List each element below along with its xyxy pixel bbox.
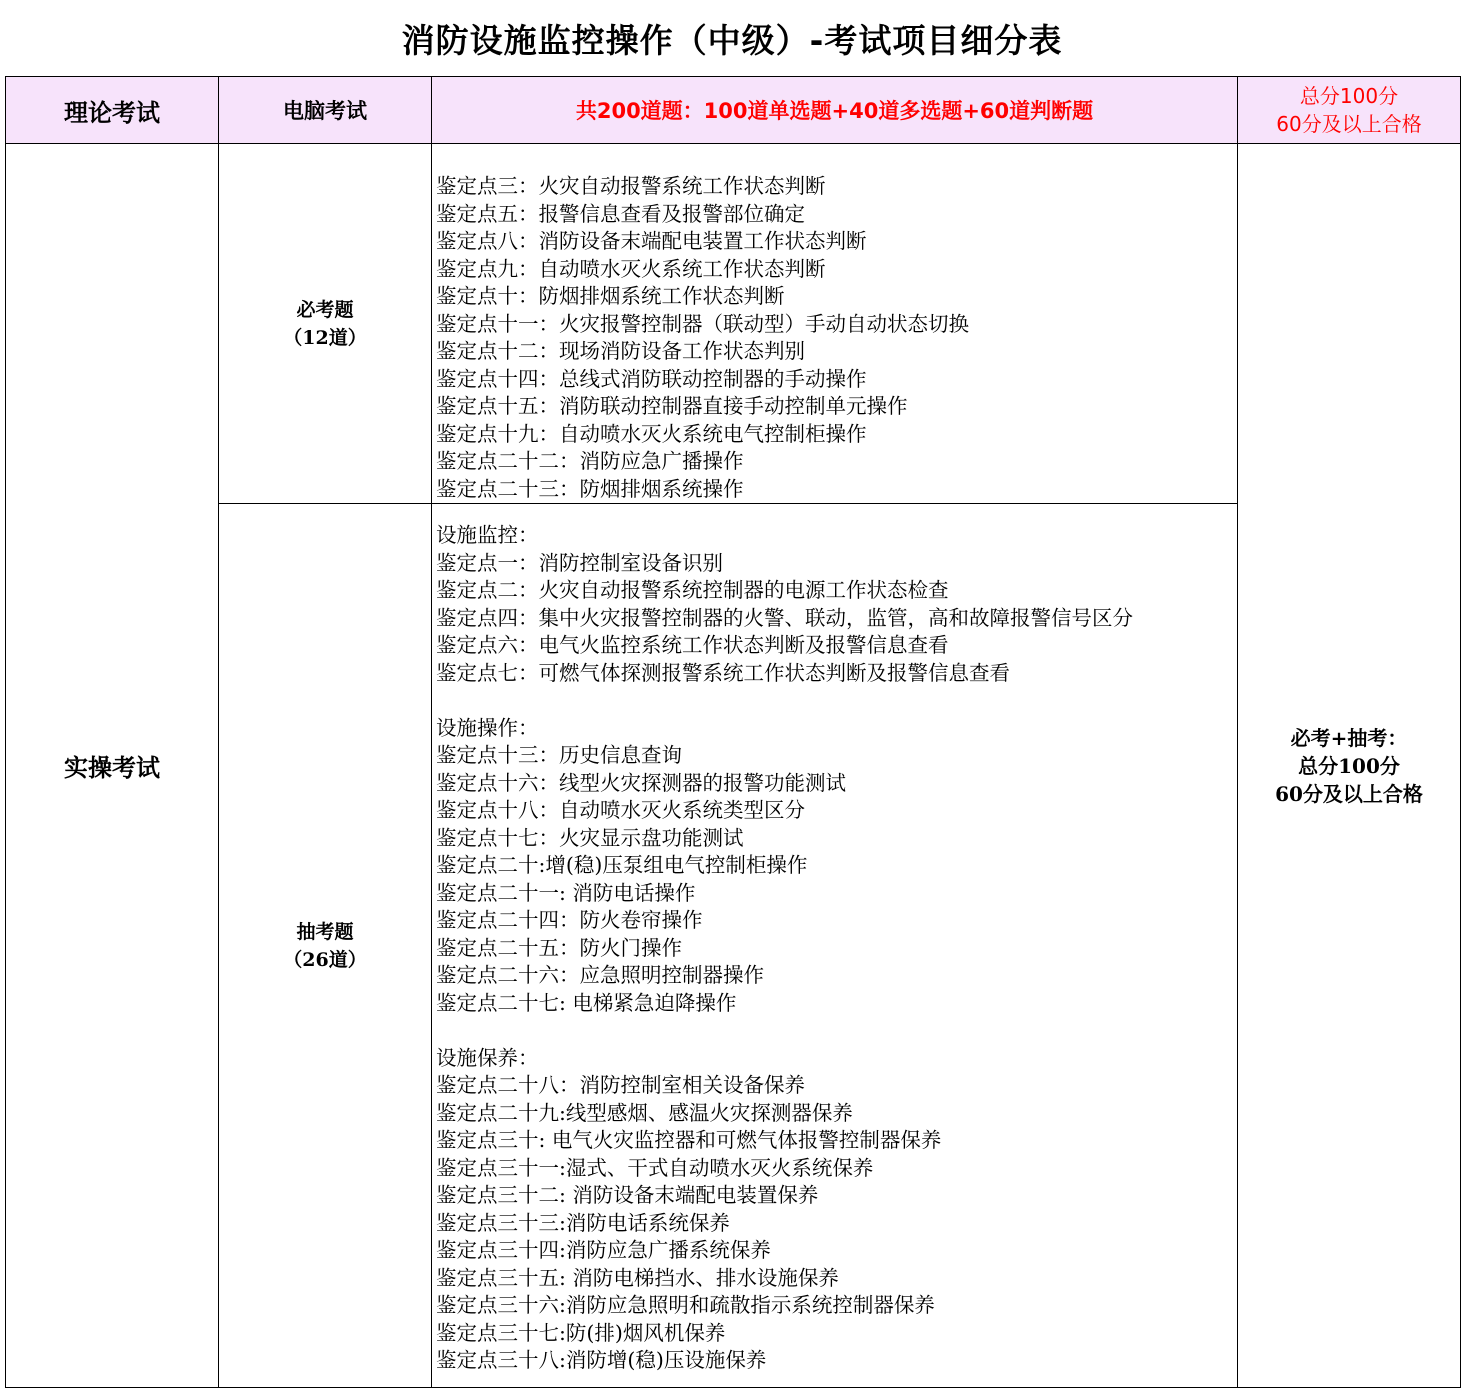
maintenance-item: 鉴定点二十八：消防控制室相关设备保养 bbox=[436, 1073, 805, 1097]
maintenance-item: 鉴定点三十七:防(排)烟风机保养 bbox=[436, 1320, 726, 1345]
monitoring-heading: 设施监控： bbox=[436, 523, 539, 547]
maintenance-item: 鉴定点三十三:消防电话系统保养 bbox=[436, 1210, 730, 1235]
operation-item: 鉴定点十八：自动喷水灭火系统类型区分 bbox=[436, 798, 805, 822]
required-item: 鉴定点二十三：防烟排烟系统操作 bbox=[436, 476, 744, 501]
theory-pass-score: 60分及以上合格 bbox=[1276, 112, 1422, 136]
practical-score-cell bbox=[1238, 144, 1461, 1388]
operation-item: 鉴定点十六：线型火灾探测器的报警功能测试 bbox=[436, 770, 846, 795]
practical-score-rule: 必考+抽考： bbox=[1290, 725, 1408, 750]
required-items-list bbox=[432, 144, 1238, 504]
random-items-list bbox=[432, 504, 1238, 1388]
theory-row bbox=[6, 77, 1461, 144]
operation-heading: 设施操作： bbox=[436, 715, 539, 740]
required-item: 鉴定点十五：消防联动控制器直接手动控制单元操作 bbox=[436, 394, 908, 418]
operation-item: 鉴定点二十四：防火卷帘操作 bbox=[436, 908, 703, 932]
required-item: 鉴定点十：防烟排烟系统工作状态判断 bbox=[436, 284, 785, 308]
random-count: （26道） bbox=[283, 948, 367, 971]
maintenance-item: 鉴定点三十: 电气火灾监控器和可燃气体报警控制器保养 bbox=[436, 1128, 942, 1152]
question-summary: 共200道题：100道单选题+40道多选题+60道判断题 bbox=[432, 77, 1238, 144]
theory-total-score: 总分100分 bbox=[1299, 84, 1399, 108]
required-item: 鉴定点十九：自动喷水灭火系统电气控制柜操作 bbox=[436, 421, 867, 446]
required-item: 鉴定点二十二：消防应急广播操作 bbox=[436, 449, 744, 473]
monitoring-item: 鉴定点七：可燃气体探测报警系统工作状态判断及报警信息查看 bbox=[436, 660, 1010, 685]
operation-item: 鉴定点十七：火灾显示盘功能测试 bbox=[436, 825, 744, 850]
page-title: 消防设施监控操作（中级）-考试项目细分表 bbox=[401, 20, 1063, 60]
required-item: 鉴定点八：消防设备末端配电装置工作状态判断 bbox=[436, 229, 867, 253]
theory-exam-label: 理论考试 bbox=[6, 77, 219, 144]
maintenance-heading: 设施保养： bbox=[436, 1045, 539, 1070]
monitoring-item: 鉴定点四：集中火灾报警控制器的火警、联动，监管，高和故障报警信号区分 bbox=[436, 605, 1133, 630]
operation-item: 鉴定点二十:增(稳)压泵组电气控制柜操作 bbox=[436, 853, 808, 877]
operation-item: 鉴定点二十六：应急照明控制器操作 bbox=[436, 963, 764, 987]
operation-item: 鉴定点二十七: 电梯紧急迫降操作 bbox=[436, 990, 737, 1015]
required-count: （12道） bbox=[283, 326, 367, 349]
monitoring-item: 鉴定点六：电气火监控系统工作状态判断及报警信息查看 bbox=[436, 633, 949, 657]
required-item: 鉴定点九：自动喷水灭火系统工作状态判断 bbox=[436, 256, 826, 281]
required-item: 鉴定点十四：总线式消防联动控制器的手动操作 bbox=[436, 366, 867, 391]
required-title: 必考题 bbox=[296, 298, 354, 321]
monitoring-item: 鉴定点一：消防控制室设备识别 bbox=[436, 550, 723, 575]
operation-item: 鉴定点十三：历史信息查询 bbox=[436, 743, 682, 767]
maintenance-item: 鉴定点三十八:消防增(稳)压设施保养 bbox=[436, 1348, 767, 1372]
computer-exam-label: 电脑考试 bbox=[219, 77, 432, 144]
monitoring-item: 鉴定点二：火灾自动报警系统控制器的电源工作状态检查 bbox=[436, 578, 949, 602]
maintenance-item: 鉴定点二十九:线型感烟、感温火灾探测器保养 bbox=[436, 1100, 853, 1125]
maintenance-item: 鉴定点三十二: 消防设备末端配电装置保养 bbox=[436, 1183, 819, 1207]
maintenance-item: 鉴定点三十四:消防应急广播系统保养 bbox=[436, 1238, 771, 1262]
required-item: 鉴定点十一：火灾报警控制器（联动型）手动自动状态切换 bbox=[436, 311, 969, 336]
random-questions-label bbox=[219, 504, 432, 1388]
maintenance-item: 鉴定点三十五: 消防电梯挡水、排水设施保养 bbox=[436, 1265, 839, 1290]
required-item: 鉴定点三：火灾自动报警系统工作状态判断 bbox=[436, 174, 826, 198]
required-item: 鉴定点十二：现场消防设备工作状态判别 bbox=[436, 339, 805, 363]
practical-pass-score: 60分及以上合格 bbox=[1275, 781, 1423, 806]
required-row bbox=[6, 144, 1461, 504]
required-item: 鉴定点五：报警信息查看及报警部位确定 bbox=[436, 201, 805, 226]
practical-exam-label: 实操考试 bbox=[6, 144, 219, 1388]
exam-breakdown-table bbox=[5, 76, 1461, 1388]
operation-item: 鉴定点二十一: 消防电话操作 bbox=[436, 880, 696, 905]
maintenance-item: 鉴定点三十一:湿式、干式自动喷水灭火系统保养 bbox=[436, 1155, 874, 1180]
theory-score-cell bbox=[1238, 77, 1461, 144]
random-title: 抽考题 bbox=[296, 920, 354, 943]
operation-item: 鉴定点二十五：防火门操作 bbox=[436, 935, 682, 960]
practical-total-score: 总分100分 bbox=[1298, 753, 1400, 778]
required-questions-label bbox=[219, 144, 432, 504]
maintenance-item: 鉴定点三十六:消防应急照明和疏散指示系统控制器保养 bbox=[436, 1293, 935, 1317]
